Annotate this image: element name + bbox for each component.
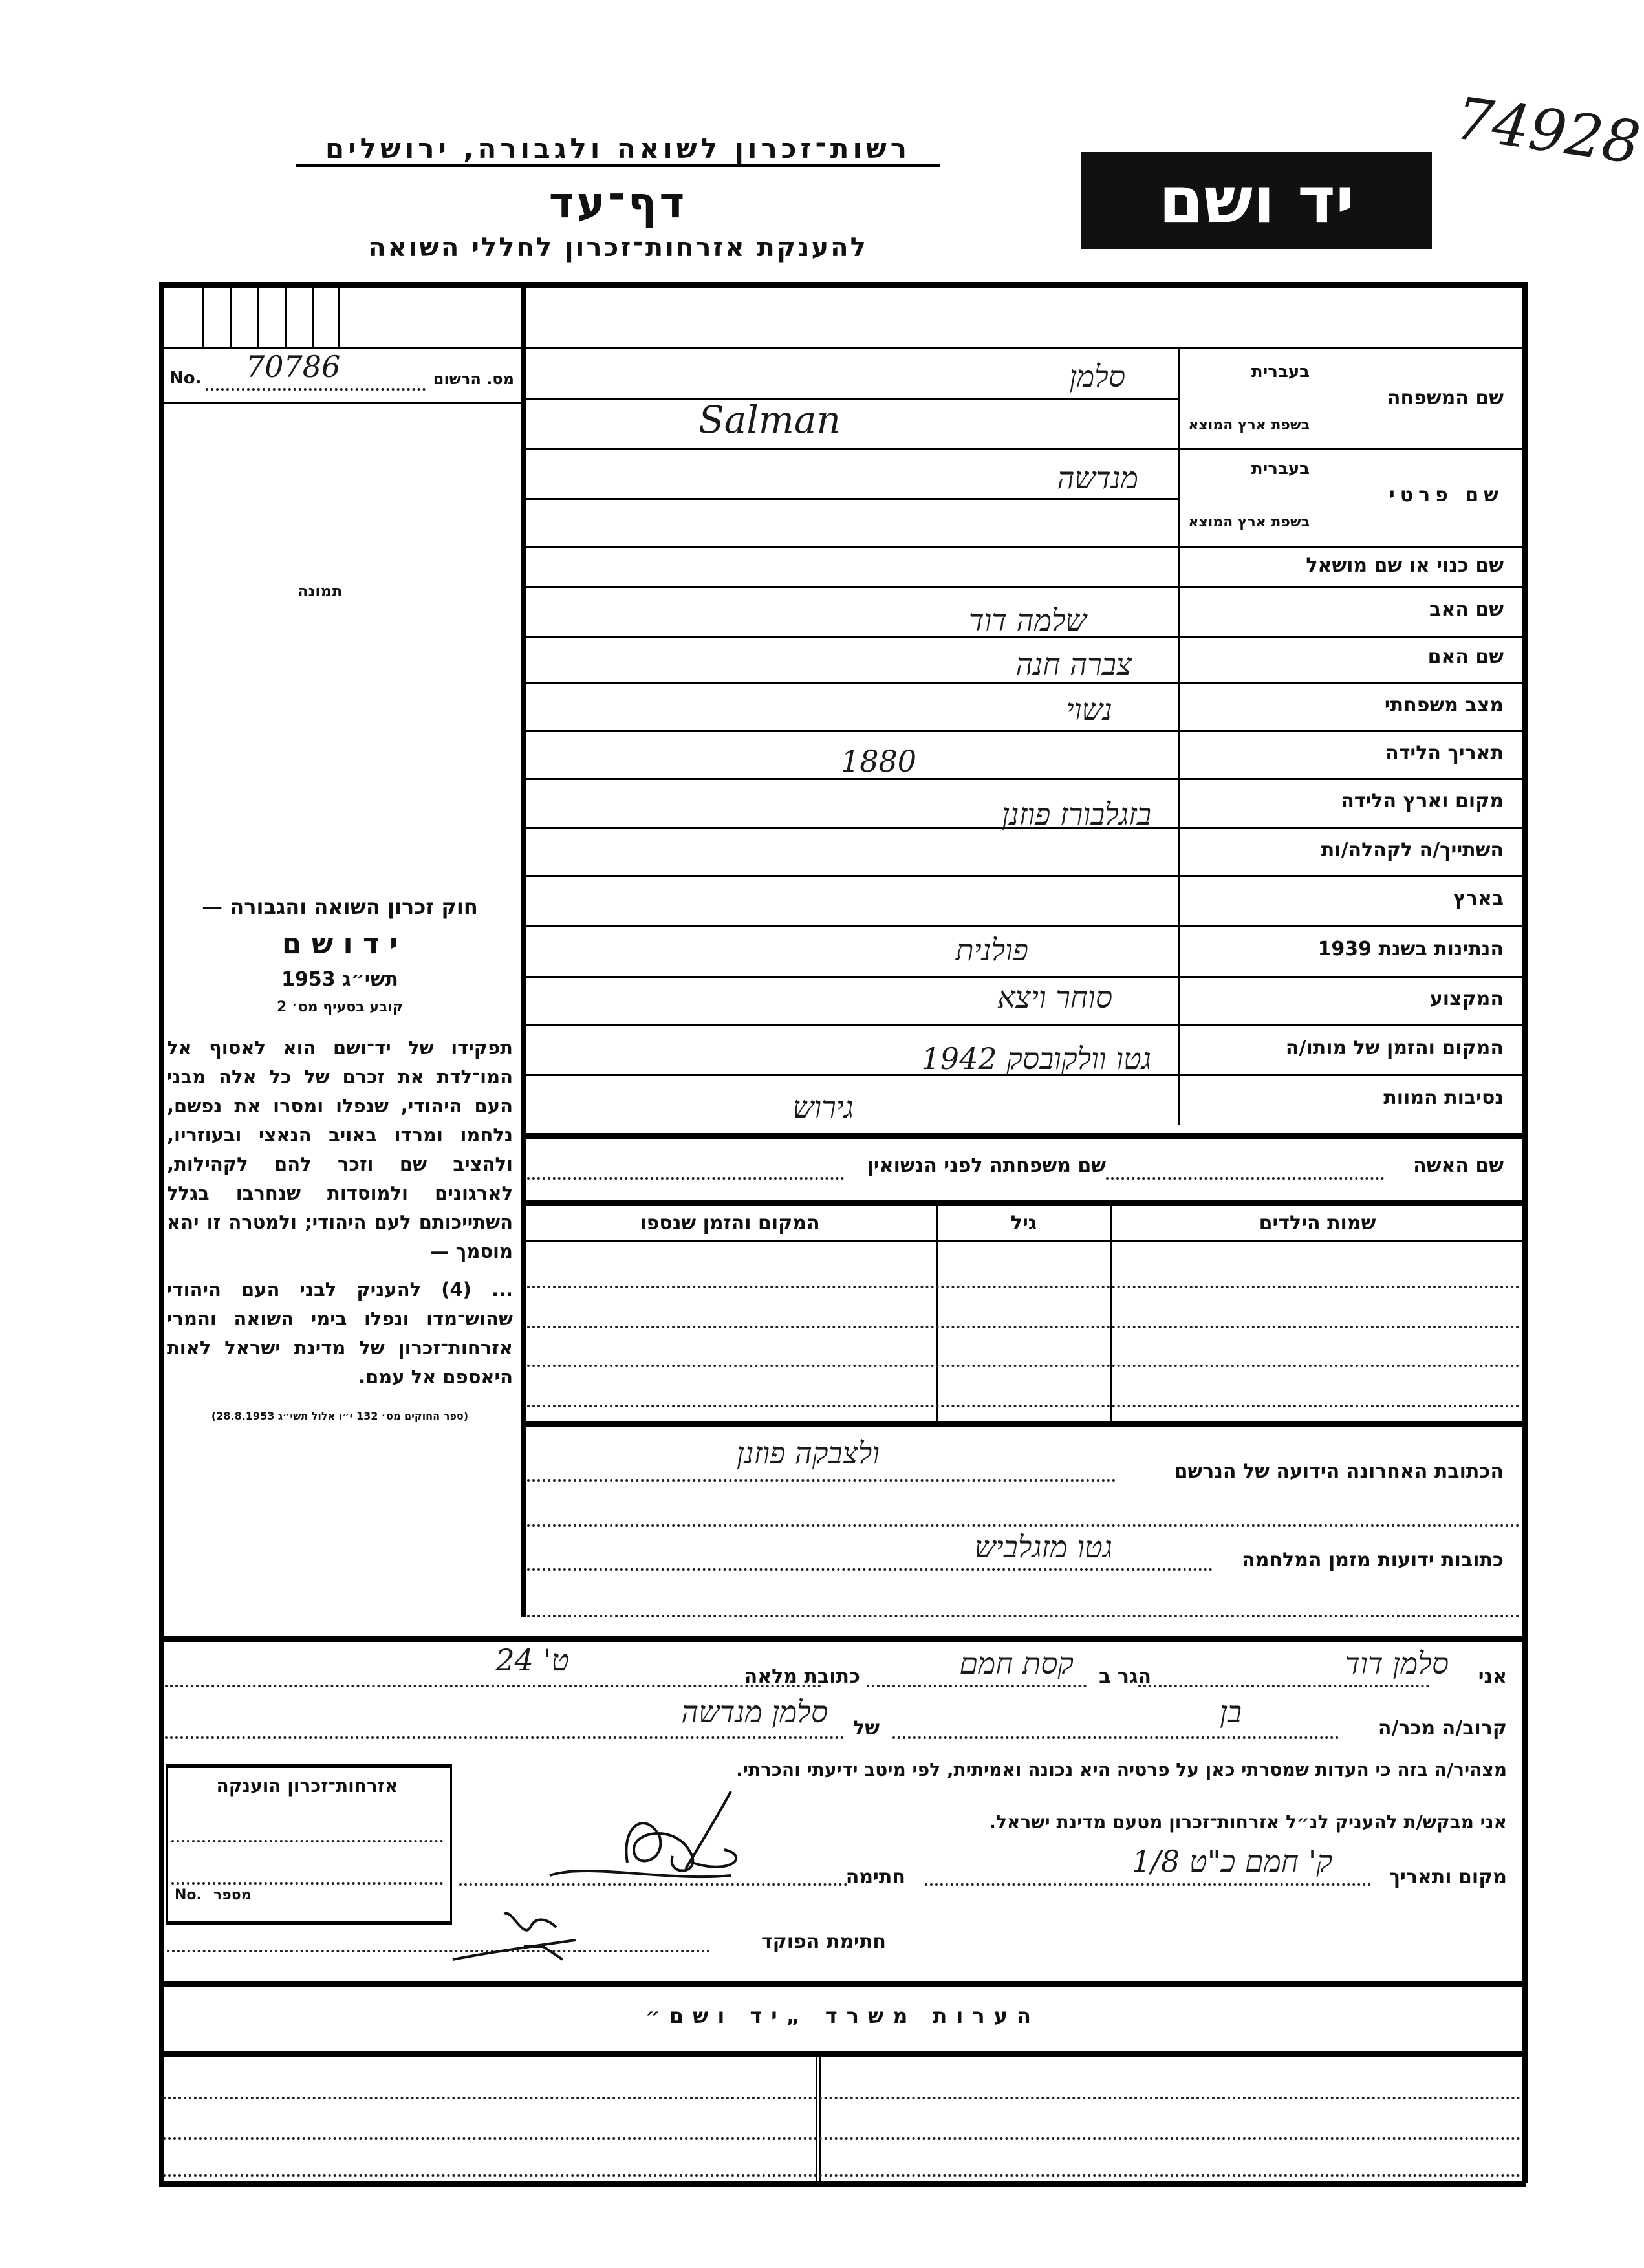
registration-number[interactable]: 70786	[246, 349, 341, 384]
authority-name: רשות־זכרון לשואה ולגבורה, ירושלים	[296, 133, 940, 167]
community-label: השתייך/ה לקהלה/ות	[1321, 839, 1504, 861]
yad-vashem-logo: יד ושם	[1081, 152, 1432, 249]
father-value[interactable]: שלמה דוד	[968, 603, 1087, 638]
wife-maiden-label: שם משפחתה לפני הנשואין	[867, 1154, 1106, 1177]
notes-title: הערות משרד „יד ושם״	[645, 2003, 1040, 2028]
cell-divider	[202, 282, 204, 347]
relative-line[interactable]	[892, 1736, 1339, 1739]
address-line[interactable]	[527, 1524, 1520, 1527]
of-line[interactable]	[165, 1736, 844, 1739]
first-name-origin-sublabel: בשפת ארץ המוצא	[1188, 514, 1310, 530]
declarant-label: אני	[1478, 1665, 1507, 1688]
row-line	[524, 498, 1178, 500]
children-col-divider	[936, 1204, 938, 1421]
children-header-line	[524, 1240, 1526, 1242]
death-circumstances-label: נסיבות המוות	[1383, 1086, 1504, 1109]
citizenship-box-no: No.	[175, 1887, 202, 1903]
notes-line[interactable]	[163, 2174, 1521, 2177]
notes-divider	[816, 2055, 821, 2181]
archive-number: 74928	[1451, 84, 1644, 178]
birth-place-value[interactable]: בזגלבורז פוזנן	[1001, 797, 1151, 832]
row-line	[524, 925, 1526, 927]
signature-label: חתימה	[845, 1866, 905, 1888]
citizenship-box-number-label: מספר	[213, 1887, 252, 1903]
children-row-line[interactable]	[527, 1326, 1520, 1328]
declaration-statement-1: מצהיר/ה בזה כי העדות שמסרתי כאן על פרטיה היא נכונה ואמיתית, לפי מיטב ידיעתי והכרתי.	[736, 1759, 1507, 1780]
declaration-statement-2: אני מבקש/ת להעניק לנ״ל אזרחות־זכרון מטעם מדינת ישראל.	[989, 1811, 1507, 1833]
notes-header-line	[159, 2051, 1526, 2057]
surname-label: שם המשפחה	[1387, 387, 1504, 409]
form-bottom-border	[159, 2181, 1526, 2187]
first-name-hebrew-sublabel: בעברית	[1251, 459, 1310, 479]
children-names-header: שמות הילדים	[1259, 1212, 1376, 1235]
registration-no-label: No.	[169, 369, 202, 388]
wartime-address-line[interactable]	[527, 1568, 1213, 1571]
relative-label: קרוב/ה מכר/ה	[1378, 1717, 1507, 1740]
wartime-address-value[interactable]: גטו מזגלביש	[975, 1529, 1112, 1564]
last-address-label: הכתובת האחרונה הידועה של הנרשם	[1174, 1460, 1504, 1483]
death-place-value[interactable]: גטו וולקובסק 1942	[921, 1041, 1151, 1076]
notes-line[interactable]	[163, 2097, 1521, 2099]
children-row-line[interactable]	[527, 1365, 1520, 1367]
children-top-line	[524, 1200, 1526, 1206]
row-line	[524, 586, 1526, 588]
mother-label: שם האם	[1427, 645, 1504, 668]
law-text-block	[167, 892, 513, 1424]
citizenship-box-line[interactable]	[171, 1840, 443, 1842]
cell-divider	[312, 282, 314, 347]
marital-label: מצב משפחתי	[1384, 694, 1504, 717]
notes-top-line	[159, 1981, 1526, 1987]
children-row-line[interactable]	[527, 1286, 1520, 1288]
place-date-value[interactable]: ק' חמם כ"ט 1/8	[1132, 1844, 1332, 1879]
birth-place-label: מקום וארץ הלידה	[1341, 790, 1504, 812]
full-address-line[interactable]	[165, 1685, 821, 1687]
first-name-label: שם פרטי	[1389, 484, 1504, 506]
declarant-line[interactable]	[1138, 1685, 1429, 1687]
father-label: שם האב	[1429, 598, 1504, 621]
lives-in-label: הגר ב	[1099, 1665, 1151, 1688]
cell-divider	[338, 282, 340, 347]
label-column-divider	[1178, 347, 1180, 1125]
cell-divider	[285, 282, 287, 347]
place-date-label: מקום ותאריך	[1389, 1866, 1507, 1888]
row-line	[524, 778, 1526, 780]
declarant-value[interactable]: סלמן דוד	[1345, 1646, 1449, 1681]
form-subtitle: להענקת אזרחות־זכרון לחללי השואה	[368, 233, 868, 263]
marital-value[interactable]: נשוי	[1066, 692, 1112, 727]
last-address-line[interactable]	[527, 1479, 1116, 1482]
country-label: בארץ	[1453, 887, 1504, 910]
row-line	[524, 398, 1178, 400]
left-column-divider	[521, 282, 526, 1617]
law-year: תשי״ג 1953	[281, 968, 398, 991]
profession-value[interactable]: סוחר ויצא	[997, 980, 1112, 1015]
registration-label: מס. הרשום	[433, 370, 514, 388]
nationality-label: הנתינות בשנת 1939	[1317, 938, 1504, 960]
wife-label: שם האשה	[1413, 1154, 1504, 1177]
addresses-top-line	[524, 1421, 1526, 1427]
law-paragraph-2: ... (4) להעניק לבני העם היהודי שהוש־מדו ונפלו בימי השואה והמרי אזרחות־זכרון של מדינת ישראל לאות היאספם אל עמם.	[167, 1279, 513, 1388]
nationality-value[interactable]: פולנית	[955, 933, 1028, 967]
law-paragraph-1: תפקידו של יד־ושם הוא לאסוף אל המו־לדת את זכרם של כל אלה מבני העם היהודי, שנפלו ומסרו את נפשם, נלחמו ומרדו באויב הנאצי ובעוזריו, ולהציב שם וזכר להם לקהילות, לארגונים ולמוסדות שנחרבו בגלל השתייכותם לעם היהודי; ולמטרה זו יהא מוסמך —	[167, 1037, 513, 1262]
of-value[interactable]: סלמן מנדשה	[681, 1694, 828, 1729]
citizenship-box-title: אזרחות־זכרון הוענקה	[216, 1775, 398, 1797]
place-date-line[interactable]	[925, 1883, 1371, 1886]
notes-line[interactable]	[163, 2137, 1521, 2140]
officer-signature-line[interactable]	[167, 1950, 710, 1952]
law-name: י ד ו ש ם	[281, 927, 398, 960]
lives-in-line[interactable]	[867, 1685, 1087, 1687]
address-line[interactable]	[527, 1615, 1520, 1617]
surname-origin-value[interactable]: Salman	[698, 398, 841, 442]
lives-in-value[interactable]: קסת חמם	[959, 1646, 1074, 1681]
full-address-label: כתובת מלאה	[744, 1665, 860, 1688]
death-place-label: המקום והזמן של מותו/ה	[1285, 1037, 1504, 1059]
row-line	[524, 546, 1526, 548]
law-footnote: (ספר החוקים מס׳ 132 י״ו אלול תשי״ג 28.8.1953)	[211, 1410, 469, 1422]
surname-hebrew-value[interactable]: סלמן	[1069, 359, 1125, 394]
surname-hebrew-sublabel: בעברית	[1251, 362, 1310, 382]
row-line	[524, 875, 1526, 877]
row-line	[524, 448, 1526, 450]
row-line	[524, 1024, 1526, 1026]
cell-divider	[230, 282, 232, 347]
first-name-value[interactable]: מנדשה	[1057, 460, 1138, 495]
form-title: דף־עד	[548, 178, 687, 228]
wife-line[interactable]	[1106, 1177, 1384, 1180]
declaration-top-line	[159, 1636, 1526, 1642]
photo-label: תמונה	[297, 582, 343, 600]
death-circumstances-value[interactable]: גירוש	[792, 1090, 854, 1125]
officer-signature-label: חתימת הפוקד	[761, 1930, 886, 1953]
citizenship-box-number-line[interactable]	[171, 1882, 443, 1885]
full-address-value[interactable]: ט' 24	[495, 1643, 569, 1678]
form-right-border	[1522, 282, 1528, 2183]
children-place-header: המקום והזמן שנספו	[640, 1212, 820, 1235]
children-row-line[interactable]	[527, 1405, 1520, 1407]
form-top-border	[159, 282, 1526, 288]
declarant-signature	[537, 1785, 808, 1888]
form-left-border	[159, 282, 164, 2183]
law-title: חוק זכרון השואה והגבורה —	[202, 894, 478, 919]
registration-line	[206, 388, 426, 391]
relative-value[interactable]: בן	[1220, 1694, 1242, 1729]
last-address-value[interactable]: ולצבקה פוזנן	[736, 1436, 880, 1471]
birth-date-label: תאריך הלידה	[1385, 742, 1504, 764]
birth-date-value[interactable]: 1880	[841, 744, 917, 779]
of-label: של	[853, 1717, 880, 1740]
wife-top-line	[524, 1133, 1526, 1139]
nickname-label: שם כנוי או שם מושאל	[1306, 554, 1504, 577]
surname-origin-sublabel: בשפת ארץ המוצא	[1188, 417, 1310, 433]
wartime-address-label: כתובות ידועות מזמן המלחמה	[1242, 1549, 1504, 1571]
row-line	[524, 682, 1526, 684]
row-line	[524, 976, 1526, 978]
wife-maiden-line[interactable]	[527, 1177, 844, 1180]
children-age-header: גיל	[1010, 1212, 1037, 1235]
row-line	[524, 730, 1526, 732]
cell-divider	[257, 282, 259, 347]
top-row-line	[159, 347, 1526, 349]
registration-underline	[162, 402, 521, 404]
law-section: קובע בסעיף מס׳ 2	[276, 999, 404, 1015]
mother-value[interactable]: צברה חנה	[1015, 647, 1132, 682]
children-col-divider	[1110, 1204, 1112, 1421]
profession-label: המקצוע	[1429, 988, 1504, 1010]
officer-signature	[446, 1901, 614, 1966]
